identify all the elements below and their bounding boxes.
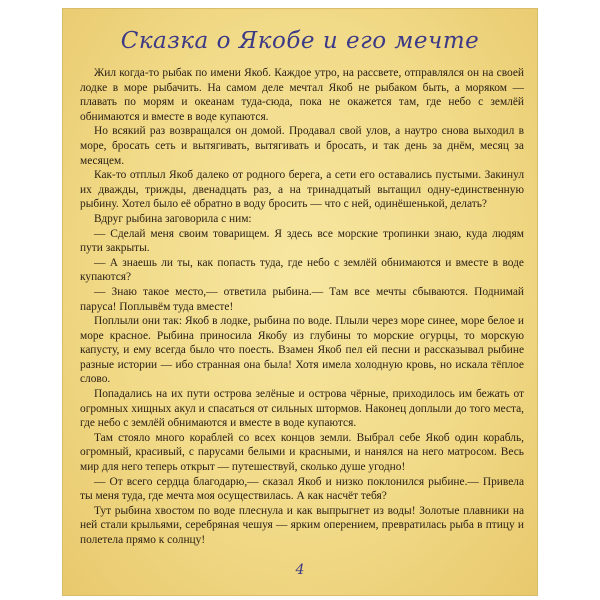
dialogue-line: — Знаю такое место,— ответила рыбина.— Там все мечты сбываются. Поднимай паруса! Поплывём туда вместе! [80,285,524,313]
paragraph: Поплыли они так: Якоб в лодке, рыбина по воде. Плыли через море синее, море белое и море красное. Рыбина приносила Якобу из глубины то морские огурцы, то морскую капусту, и ему всегда было что поесть. Взамен Якоб пел ей песни и рассказывал рыбине разные истории — ибо странная она была! Хотя имела холодную кровь, но искала тёплое слово. [80,315,524,386]
dialogue-line: — А знаешь ли ты, как попасть туда, где небо с землёй обнимаются и вместе в воде купаются? [80,256,524,284]
page-title: Сказка о Якобе и его мечте [120,28,480,54]
dialogue-line: — Сделай меня своим товарищем. Я здесь все морские тропинки знаю, куда людям пути закрыты. [80,227,524,255]
paragraph: Но всякий раз возвращался он домой. Продавал свой улов, а наутро снова выходил в море, бросать сеть и вытягивать, вытягивать и бросать, и так день за днём, месяц за месяцем. [80,125,524,167]
page-number: 4 [295,562,305,578]
paragraph: Вдруг рыбина заговорила с ним: [94,212,252,225]
paragraph: Попадались на их пути острова зелёные и острова чёрные, приходилось им бежать от огромных хищных акул и спасаться от сильных штормов. Наконец доплыли до того места, где небо с землёй обнимаются и вместе в воде купаются. [80,388,524,430]
paragraph: Тут рыбина хвостом по воде плеснула и как выпрыгнет из воды! Золотые плавники на ней стали крыльями, серебряная чешуя — ярким оперением, превратилась рыба в птицу и полетела прямо к солнцу! [80,504,524,546]
story-text [80,66,524,548]
paragraph: Там стояло много кораблей со всех концов земли. Выбрал себе Якоб один корабль, огромный, красивый, с парусами белыми и красными, и нанялся на него матросом. Весь мир для него теперь открыт — путешествуй, сколько душе угодно! [80,431,524,474]
paragraph: Жил когда-то рыбак по имени Якоб. Каждое утро, на рассвете, отправлялся он на своей лодке в море рыбачить. На самом деле мечтал Якоб не рыбаком быть, а моряком — плавать по морям и океанам туда-сюда, пока не окажется там, где небо с землёй обнимаются и вместе в воде купаются. [80,67,524,123]
dialogue-line: — От всего сердца благодарю,— сказал Якоб и низко поклонился рыбине.— Привела ты меня туда, где мечта моя осуществилась. А как насчёт тебя? [80,475,524,503]
book-page [62,8,538,596]
paragraph: Как-то отплыл Якоб далеко от родного берега, а сети его оставались пустыми. Закинул их дважды, трижды, двенадцать раз, а на тринадцатый вытащил одну-единственную рыбину. Хотел было её обратно в воду бросить — что с ней, одинёшенькой, делать? [80,169,524,211]
